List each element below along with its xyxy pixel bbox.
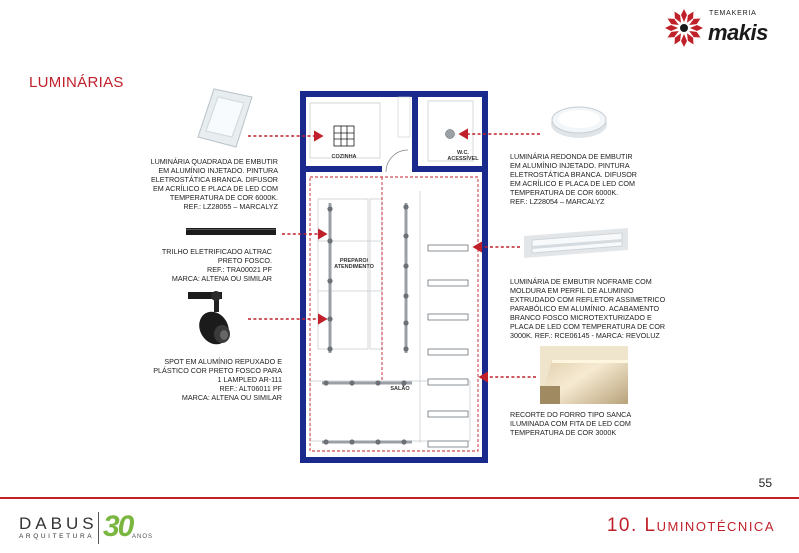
desc-line: TEMPERATURA DE COR 6000K. bbox=[510, 188, 619, 197]
brand-name: makis bbox=[708, 20, 768, 45]
desc-line: SPOT EM ALUMÍNIO REPUXADO E bbox=[164, 357, 282, 366]
desc-line: LUMINÁRIA REDONDA DE EMBUTIR bbox=[510, 152, 633, 161]
desc-line: EM ACRÍLICO E PLACA DE LED COM bbox=[152, 184, 278, 193]
desc-line: EM ALUMÍNIO INJETADO. PINTURA bbox=[158, 166, 278, 175]
anniversary-sub: ANOS bbox=[132, 534, 154, 540]
brand-small-text: TEMAKERIA bbox=[709, 10, 757, 17]
desc-line: MARCA: ALTENA OU SIMILAR bbox=[171, 274, 272, 283]
room-label-kitchen: COZINHA bbox=[331, 154, 357, 160]
room-label-prep-line1: PREPARO/ bbox=[339, 258, 369, 264]
room-label-prep-line2: ATENDIMENTO bbox=[334, 264, 374, 270]
desc-line: ELETROSTÁTICA BRANCA. DIFUSOR bbox=[151, 175, 278, 184]
desc-line: PARABÓLICO EM ALUMÍNIO. ACABAMENTO bbox=[510, 304, 660, 313]
desc-line: TEMPERATURA DE COR 3000K bbox=[510, 428, 617, 437]
desc-line: BRANCO FOSCO MICROTEXTURIZADO E bbox=[510, 313, 652, 322]
desc-line: 1 LAMPLED AR-111 bbox=[217, 375, 282, 384]
room-label-wc-line2: ACESSÍVEL bbox=[447, 156, 479, 162]
desc-line: REF.: LZ28055 – MARCALYZ bbox=[183, 202, 278, 211]
desc-line: PLACA DE LED COM TEMPERATURA DE COR bbox=[510, 322, 666, 331]
anniversary-logo: 30 bbox=[103, 510, 133, 543]
desc-line: TRILHO ELETRIFICADO ALTRAC bbox=[161, 247, 272, 256]
desc-line: EXTRUDADO COM REFLETOR ASSIMETRICO bbox=[510, 295, 666, 304]
room-label-salon: SALÃO bbox=[390, 386, 410, 392]
desc-line: REF.: LZ28054 – MARCALYZ bbox=[510, 197, 605, 206]
desc-spot bbox=[110, 357, 282, 402]
desc-line: 3000K. REF.: RCE06145 - MARCA: REVOLUZ bbox=[510, 331, 660, 340]
footer-divider bbox=[0, 497, 799, 499]
desc-track bbox=[110, 247, 272, 283]
desc-line: LUMINÁRIA DE EMBUTIR NOFRAME COM bbox=[510, 277, 652, 286]
desc-line: RECORTE DO FORRO TIPO SANCA bbox=[510, 410, 632, 419]
desc-line: REF.: ALT06011 PF bbox=[219, 384, 282, 393]
section-title: LUMINÁRIAS bbox=[29, 74, 124, 91]
desc-line: MOLDURA EM PERFIL DE ALUMINIO bbox=[510, 286, 634, 295]
desc-square-downlight bbox=[100, 157, 278, 211]
room-label-wc-line1: W.C. bbox=[457, 150, 469, 156]
chapter-title: 10. Luminotécnica bbox=[606, 515, 775, 536]
desc-noframe bbox=[510, 277, 710, 340]
desc-line: ELETROSTÁTICA BRANCA. DIFUSOR bbox=[510, 170, 637, 179]
desc-round-downlight bbox=[510, 152, 690, 206]
desc-line: MARCA: ALTENA OU SIMILAR bbox=[181, 393, 282, 402]
desc-line: PRETO FOSCO. bbox=[217, 256, 272, 265]
firm-sub: ARQUITETURA bbox=[19, 533, 95, 540]
desc-line: LUMINÁRIA QUADRADA DE EMBUTIR bbox=[150, 157, 278, 166]
page-number: 55 bbox=[758, 476, 772, 490]
firm-name: DABUS bbox=[19, 514, 98, 533]
desc-line: ILUMINADA COM FITA DE LED COM bbox=[510, 419, 631, 428]
desc-line: PLÁSTICO COR PRETO FOSCO PARA bbox=[153, 366, 282, 375]
desc-line: EM ALUMÍNIO INJETADO. PINTURA bbox=[510, 161, 630, 170]
logo-separator bbox=[98, 512, 99, 544]
desc-sanca bbox=[510, 410, 690, 437]
desc-line: REF.: TRA00021 PF bbox=[207, 265, 272, 274]
desc-line: TEMPERATURA DE COR 6000K. bbox=[169, 193, 278, 202]
desc-line: EM ACRÍLICO E PLACA DE LED COM bbox=[510, 179, 636, 188]
